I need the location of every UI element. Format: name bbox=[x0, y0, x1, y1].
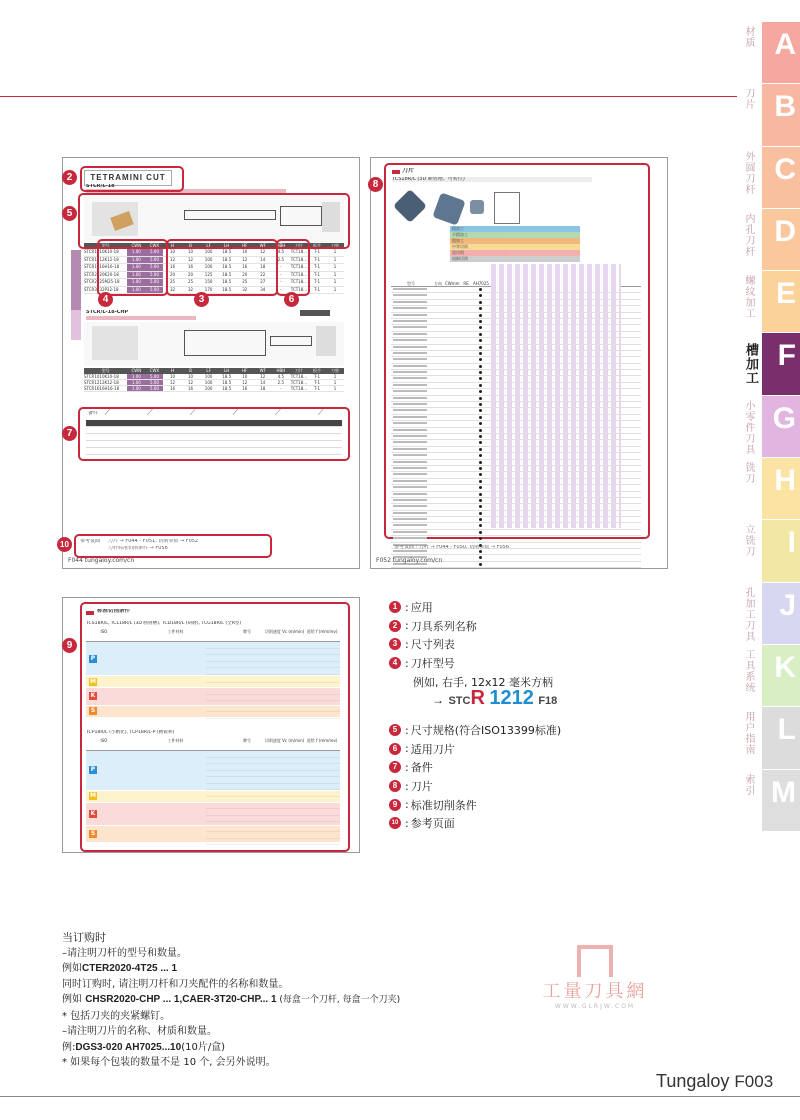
callout-10: 10 bbox=[57, 537, 72, 552]
tab-f bbox=[743, 333, 800, 395]
spare-part-icon: ⟋ bbox=[275, 408, 281, 417]
tab-j bbox=[743, 583, 800, 645]
table-row: STCR2525M25-18 1.00 5.00 25 25 150 18.5 25 27 - TCT18... T-1 1 bbox=[84, 279, 344, 287]
spare-part-icon: ⟋ bbox=[317, 408, 324, 417]
legend-text: 标准切削条件 bbox=[410, 798, 477, 812]
tab-label: 槽加工 bbox=[743, 343, 758, 386]
ordering-instructions: 当订购时 –请注明刀杆的型号和数量。 例如CTER2020-4T25 ... 1 同时订购时, 请注明刀杆和刀夹配件的名称和数量。 例如 CHSR2020-CHP ... 1,CAER-3T20-CHP... 1 (每盒一个刀杆, 每盒一个刀夹) * 包括刀夹的夹紧螺钉。 –请注明刀片的名称、材质和数量。 例:DGS3-020 AH7025...10(10片/盒) * 如果每个包装的数量不是 10 个, 会另外说明。 bbox=[62, 931, 401, 1068]
code-size: 1212 bbox=[489, 687, 534, 709]
tab-letter: M bbox=[771, 775, 796, 809]
callout-9: 9 bbox=[62, 638, 77, 653]
iso-badge-k: K bbox=[90, 809, 96, 817]
tab-label: 孔加工刀具 bbox=[743, 586, 754, 642]
conditions-title: 标准切削条件 bbox=[97, 609, 131, 614]
legend-text: 适用刀片 bbox=[410, 742, 455, 756]
callout-2: 2 bbox=[62, 170, 77, 185]
tab-label: 工具系统 bbox=[743, 648, 754, 693]
tab-letter: C bbox=[774, 152, 796, 186]
iso-badge-p: P bbox=[90, 766, 96, 774]
tab-c bbox=[743, 147, 800, 209]
tab-letter: F bbox=[777, 339, 796, 373]
tab-m bbox=[743, 770, 800, 832]
holder-logo: TETRAMINI CUT bbox=[84, 170, 172, 186]
table-header: ISO 工件材料 牌号 切削速度 Vc (m/min) 进给 f (mm/rev) bbox=[86, 629, 340, 642]
tab-letter: D bbox=[774, 214, 796, 248]
table-row: STCR3232P32-18 1.00 5.00 32 32 170 18.5 32 34 - TCT18... T-1 1 bbox=[84, 287, 344, 295]
conditions-table-1 bbox=[86, 629, 340, 721]
iso-badge-s: S bbox=[90, 829, 96, 837]
watermark-logo-icon bbox=[577, 945, 613, 977]
legend-item: 6 : 适用刀片 bbox=[389, 740, 649, 759]
iso-badge-p: P bbox=[90, 654, 96, 662]
legend-text: 备件 bbox=[410, 761, 433, 775]
legend-row: 中等切削 bbox=[450, 244, 580, 250]
legend-item: 5 : 尺寸规格(符合ISO13399标准) bbox=[389, 721, 649, 740]
legend-text: 刀杆型号 bbox=[410, 657, 455, 671]
top-rule bbox=[0, 96, 737, 97]
iso-badge-m: M bbox=[90, 677, 96, 685]
insert-title: 刀片 bbox=[402, 168, 415, 173]
callout-6: 6 bbox=[284, 292, 299, 307]
holder-code-example: → STCR 1212 F18 bbox=[432, 687, 558, 709]
table-row: STCR1010K10-18 1.00 5.00 10 10 100 18.5 10 12 4.5 TCT18... T-1 1 bbox=[84, 249, 344, 257]
bottom-rule bbox=[0, 1096, 800, 1097]
tab-label: 铣刀 bbox=[743, 462, 754, 485]
tab-label: 刀片 bbox=[743, 88, 754, 111]
reference-label: 参考页面 bbox=[80, 539, 101, 544]
legend-item: 1 : 应用 bbox=[389, 598, 649, 617]
tab-label: 小零件刀具 bbox=[743, 399, 754, 455]
iso-badge-m: M bbox=[90, 792, 96, 799]
legend-number: 7 bbox=[389, 761, 401, 773]
table-header: ISO 工件材料 牌号 切削速度 Vc (m/min) 进给 f (mm/rev) bbox=[86, 738, 340, 751]
code-hand: R bbox=[470, 687, 485, 709]
table-header: 型号 CWN CWX H B LF LH HF WF HBH 刀片 扳手 刀垫 bbox=[84, 368, 344, 374]
legend-number: 3 bbox=[389, 638, 401, 650]
table-row: STCR2020K20-18 1.00 5.00 20 20 125 18.5 20 22 - TCT18... T-1 1 bbox=[84, 272, 344, 280]
page1-footer: F044 tungaloy.com/cn bbox=[68, 557, 135, 564]
tab-label: 材质 bbox=[743, 26, 754, 48]
table-header: 型号 方向 CWmm RE AH7025 bbox=[391, 264, 641, 287]
tab-h bbox=[743, 458, 800, 520]
legend-text: 刀具系列名称 bbox=[410, 619, 477, 633]
legend-number: 10 bbox=[389, 817, 401, 829]
tab-g bbox=[743, 396, 800, 458]
tab-letter: B bbox=[774, 90, 796, 124]
conditions-subtitle-2: TCP18R/L (小精化), TCP18R/L-P (精锐利) bbox=[86, 730, 175, 735]
tab-letter: L bbox=[777, 713, 796, 747]
legend-number: 8 bbox=[389, 780, 401, 792]
tab-letter: J bbox=[779, 588, 796, 622]
legend-item: 3 : 尺寸列表 bbox=[389, 635, 649, 654]
legend-number: 1 bbox=[389, 601, 401, 613]
conditions-subtitle: TCS18R/L, TCL18R/L (3D 断屑槽), TCD18R/L (研磨), TCG18R/L (全R型) bbox=[86, 621, 242, 626]
legend-text: 应用 bbox=[410, 601, 433, 615]
insert-subtitle: TCS18R/L (3D 断屑槽、可转位) bbox=[392, 177, 592, 182]
legend-number: 2 bbox=[389, 620, 401, 632]
tab-i bbox=[743, 520, 800, 582]
tab-label: 用户指南 bbox=[743, 711, 754, 756]
table-row: STCR1010K10-18 1.00 5.00 10 10 100 18.5 10 12 4.5 TCT18... T-1 1 bbox=[84, 374, 344, 380]
reference-text: 刀片 → F044 - F051, 切削参数 → F052 bbox=[108, 539, 199, 544]
legend-row: 半精加工 bbox=[450, 232, 580, 238]
tab-label: 螺纹加工 bbox=[743, 275, 754, 320]
tab-l bbox=[743, 707, 800, 769]
insert-legend bbox=[450, 226, 580, 262]
watermark: 工量刀具網 WWW.GLRJW.COM bbox=[520, 945, 670, 1010]
holder-size-table-2 bbox=[84, 368, 344, 391]
callout-3: 3 bbox=[194, 292, 209, 307]
table-row: STCR1616H16-18 1.00 5.00 16 16 100 18.5 16 18 - TCT18... T-1 1 bbox=[84, 264, 344, 272]
legend-text: 例如, 右手, 12x12 毫米方柄 bbox=[413, 675, 553, 689]
holder-drawing-2 bbox=[84, 322, 344, 366]
holder-series-2: STCR/L-18-CHP bbox=[86, 310, 129, 315]
legend-item: 7 : 备件 bbox=[389, 758, 649, 777]
callout-7: 7 bbox=[62, 426, 77, 441]
tab-letter: E bbox=[775, 277, 796, 311]
callout-legend bbox=[389, 598, 649, 833]
spare-part-icon: ⟋ bbox=[189, 408, 196, 417]
legend-item: 4 : 刀杆型号 bbox=[389, 654, 649, 673]
legend-text: 刀片 bbox=[410, 780, 433, 794]
tab-k bbox=[743, 645, 800, 707]
tab-a bbox=[743, 22, 800, 84]
conditions-table-2 bbox=[86, 738, 340, 842]
tab-letter: G bbox=[772, 401, 796, 435]
callout-4: 4 bbox=[98, 292, 113, 307]
legend-number: 5 bbox=[389, 724, 401, 736]
tab-e bbox=[743, 271, 800, 333]
iso-badge-s: S bbox=[90, 707, 96, 714]
insert-table bbox=[391, 264, 641, 528]
tab-letter: H bbox=[774, 464, 796, 498]
tab-label: 外圆刀杆 bbox=[743, 150, 754, 195]
legend-text: 尺寸规格(符合ISO13399标准) bbox=[410, 724, 562, 738]
spare-part-icon: ⟋ bbox=[104, 408, 111, 417]
tab-letter: K bbox=[774, 650, 796, 684]
legend-item: 2 : 刀具系列名称 bbox=[389, 617, 649, 636]
tab-b bbox=[743, 84, 800, 146]
table-row: STCR1212K12-18 1.00 5.00 12 12 100 18.5 12 14 2.5 TCT18... T-1 1 bbox=[84, 380, 344, 386]
tab-label: 立铣刀 bbox=[743, 524, 754, 558]
legend-text: 尺寸列表 bbox=[410, 638, 455, 652]
section-tabs bbox=[743, 22, 800, 832]
legend-item: 10 : 参考页面 bbox=[389, 814, 649, 833]
callout-5: 5 bbox=[62, 206, 77, 221]
tab-label: 内孔刀杆 bbox=[743, 212, 754, 257]
tab-letter: I bbox=[787, 526, 796, 560]
tab-label: 索引 bbox=[743, 773, 754, 796]
tab-d bbox=[743, 209, 800, 271]
legend-number: 4 bbox=[389, 657, 401, 669]
spare-part-icon: ⟋ bbox=[147, 408, 153, 417]
iso-badge-k: K bbox=[90, 692, 96, 700]
legend-item: 8 : 刀片 bbox=[389, 777, 649, 796]
callout-8: 8 bbox=[368, 177, 383, 192]
table-header: 型号 CWN CWX H B LF LH HF WF HBH 刀片 扳手 刀垫 bbox=[84, 243, 344, 249]
table-row: STCR1616H16-18 1.00 5.00 16 16 100 18.5 16 18 - TCT18... T-1 1 bbox=[84, 386, 344, 392]
brand-page-number: Tungaloy F003 bbox=[656, 1071, 774, 1091]
legend-row: 精加工 bbox=[450, 226, 580, 232]
page2-footer: F052 tungaloy.com/cn bbox=[376, 557, 443, 564]
insert-reference: 参考页面 : 刀杆 → F044 - F050, 切削参数 → F056 bbox=[394, 545, 510, 550]
holder-series: STCR/L-18 bbox=[86, 184, 115, 189]
legend-item: 9 : 标准切削条件 bbox=[389, 795, 649, 814]
legend-row: 重切削 bbox=[450, 250, 580, 256]
legend-row: 粗加工 bbox=[450, 238, 580, 244]
legend-number: 6 bbox=[389, 743, 401, 755]
legend-text: 参考页面 bbox=[410, 817, 455, 831]
table-row: STCR1212K12-18 1.00 5.00 12 12 100 18.5 12 14 2.5 TCT18... T-1 1 bbox=[84, 257, 344, 265]
legend-number: 9 bbox=[389, 799, 401, 811]
tab-letter: A bbox=[774, 28, 796, 61]
legend-row: 间断切削 bbox=[450, 256, 580, 262]
spares-title: 备件 bbox=[88, 411, 99, 416]
spare-part-icon: ⟋ bbox=[232, 408, 239, 417]
reference-text-2: 刀杆标准切削条件 → F056 bbox=[108, 546, 168, 551]
